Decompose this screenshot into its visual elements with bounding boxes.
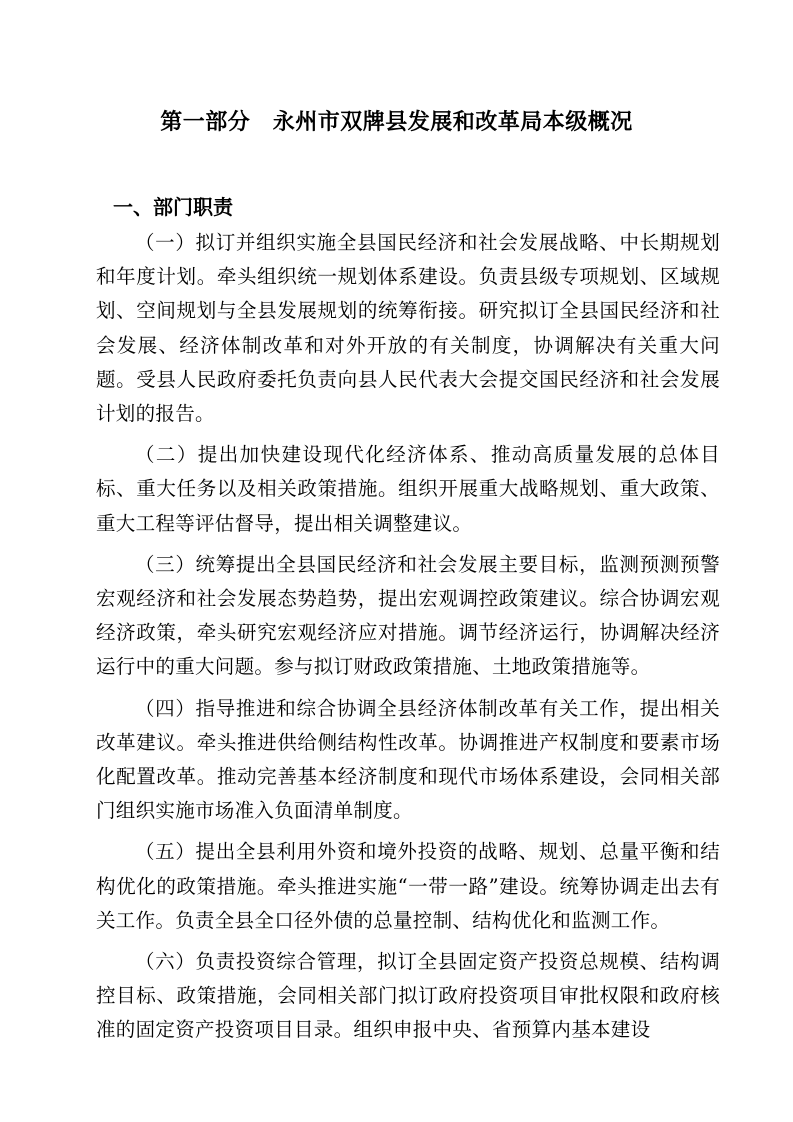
paragraph-duty-2: （二）提出加快建设现代化经济体系、推动高质量发展的总体目标、重大任务以及相关政策措施。组织开展重大战略规划、重大政策、重大工程等评估督导，提出相关调整建议。 [96, 443, 720, 535]
paragraph-duty-5: （五）提出全县利用外资和境外投资的战略、规划、总量平衡和结构优化的政策措施。牵头推进实施“一带一路”建设。统筹协调走出去有关工作。负责全县全口径外债的总量控制、结构优化和监测工作。 [96, 840, 720, 932]
section-heading: 一、部门职责 [113, 195, 233, 219]
paragraph-duty-3: （三）统筹提出全县国民经济和社会发展主要目标，监测预测预警宏观经济和社会发展态势趋势，提出宏观调控政策建议。综合协调宏观经济政策，牵头研究宏观经济应对措施。调节经济运行，协调解决经济运行中的重大问题。参与拟订财政政策措施、土地政策措施等。 [96, 552, 720, 679]
paragraph-duty-6: （六）负责投资综合管理，拟订全县固定资产投资总规模、结构调控目标、政策措施，会同相关部门拟订政府投资项目审批权限和政府核准的固定资产投资项目目录。组织申报中央、省预算内基本建设 [96, 950, 720, 1042]
paragraph-duty-1: （一）拟订并组织实施全县国民经济和社会发展战略、中长期规划和年度计划。牵头组织统一规划体系建设。负责县级专项规划、区域规划、空间规划与全县发展规划的统筹衔接。研究拟订全县国民经济和社会发展、经济体制改革和对外开放的有关制度，协调解决有关重大问题。受县人民政府委托负责向县人民代表大会提交国民经济和社会发展计划的报告。 [96, 231, 720, 426]
body-text [96, 226, 720, 1055]
paragraph-duty-4: （四）指导推进和综合协调全县经济体制改革有关工作，提出相关改革建议。牵头推进供给侧结构性改革。协调推进产权制度和要素市场化配置改革。推动完善基本经济制度和现代市场体系建设，会同相关部门组织实施市场准入负面清单制度。 [96, 696, 720, 823]
page-title: 第一部分 永州市双牌县发展和改革局本级概况 [160, 110, 633, 135]
